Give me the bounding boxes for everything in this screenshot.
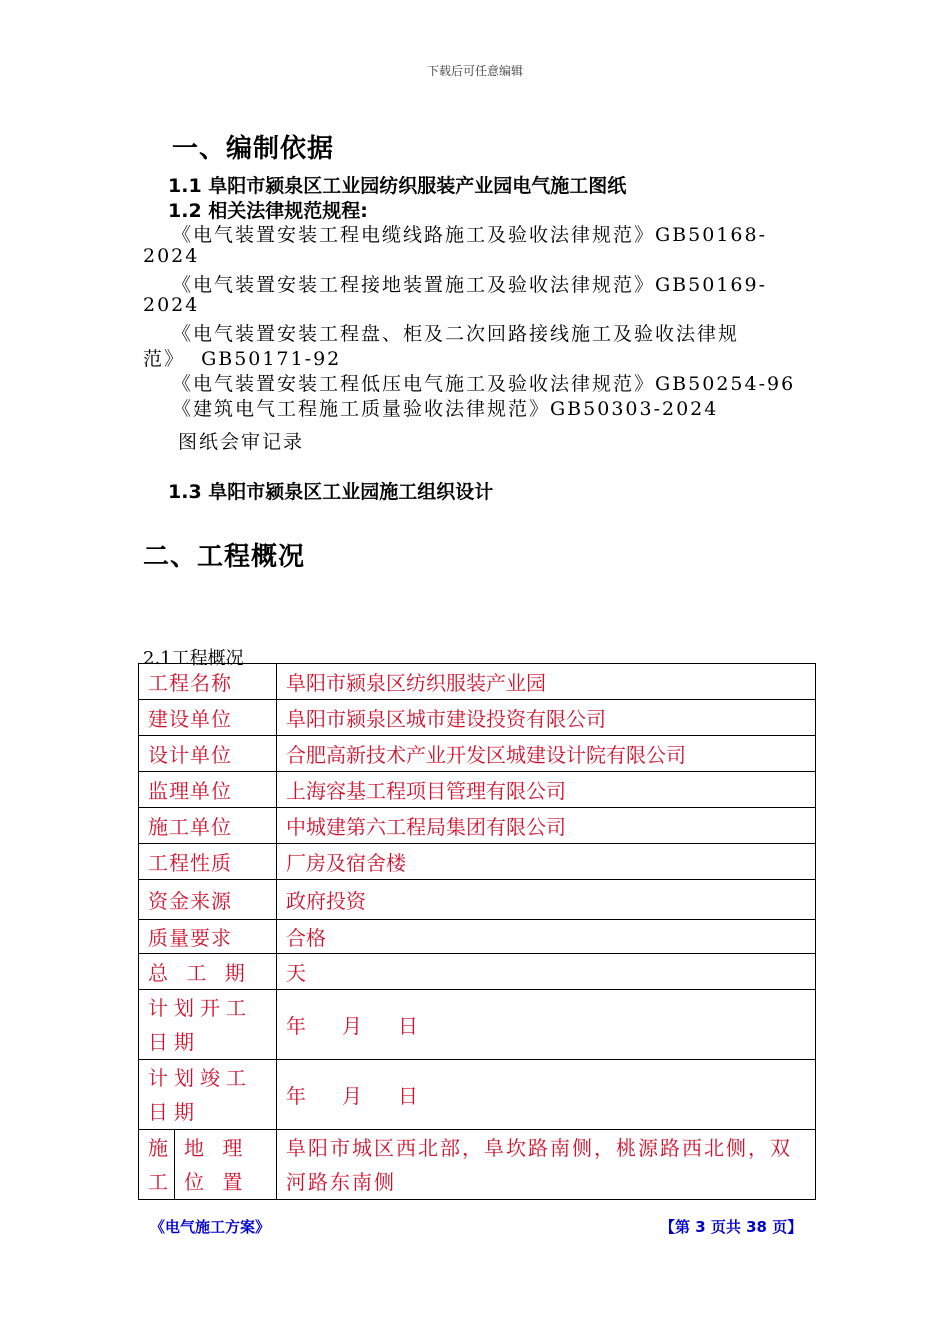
table-row	[139, 880, 816, 920]
standard-1-line2: 2024	[143, 245, 200, 267]
table-row	[139, 920, 816, 954]
standard-4: 《电气装置安装工程低压电气施工及验收法律规范》GB50254-96	[172, 373, 796, 395]
finish-month: 月	[342, 1084, 362, 1108]
row-label-contractor: 施工单位	[139, 808, 277, 844]
table-row	[139, 844, 816, 880]
row-value-site: 阜阳市城区西北部，阜坎路南侧，桃源路西北侧，双河路东南侧	[277, 1130, 816, 1200]
basis-item-1: 1.1 阜阳市颍泉区工业园纺织服装产业园电气施工图纸	[168, 175, 627, 197]
footer-page-info: 【第 3 页共 38 页】	[660, 1218, 803, 1236]
basis-item-2: 1.2 相关法律规范规程:	[168, 200, 368, 222]
row-value-funding: 政府投资	[277, 880, 816, 920]
row-value-supervisor: 上海容基工程项目管理有限公司	[277, 772, 816, 808]
table-row	[139, 772, 816, 808]
finish-day: 日	[398, 1084, 418, 1108]
row-label-finish-date: 计划竣工日期	[139, 1060, 277, 1130]
table-row	[139, 700, 816, 736]
row-label-site-a: 施工	[139, 1130, 175, 1200]
basis-item-3: 1.3 阜阳市颍泉区工业园施工组织设计	[168, 481, 494, 503]
start-year: 年	[286, 1014, 306, 1038]
row-label-nature: 工程性质	[139, 844, 277, 880]
table-row	[139, 1130, 816, 1200]
row-value-duration: 天	[277, 954, 816, 990]
table-row	[139, 736, 816, 772]
table-row	[139, 664, 816, 700]
row-value-start-date	[277, 990, 816, 1060]
start-month: 月	[342, 1014, 362, 1038]
row-label-owner: 建设单位	[139, 700, 277, 736]
footer-doc-name: 《电气施工方案》	[150, 1218, 271, 1236]
standard-1-line1: 《电气装置安装工程电缆线路施工及验收法律规范》GB50168-	[172, 224, 768, 246]
row-label-funding: 资金来源	[139, 880, 277, 920]
table-caption: 2.1工程概况	[143, 648, 244, 669]
start-day: 日	[398, 1014, 418, 1038]
standard-3-line2: 范》 GB50171-92	[143, 348, 342, 370]
row-label-project-name: 工程名称	[139, 664, 277, 700]
finish-year: 年	[286, 1084, 306, 1108]
table-row	[139, 808, 816, 844]
watermark-text: 下载后可任意编辑	[426, 64, 523, 78]
standard-2-line1: 《电气装置安装工程接地装置施工及验收法律规范》GB50169-	[172, 274, 768, 296]
row-label-designer: 设计单位	[139, 736, 277, 772]
table-row	[139, 990, 816, 1060]
standard-5: 《建筑电气工程施工质量验收法律规范》GB50303-2024	[172, 398, 719, 420]
row-label-site-b: 地 理 位 置	[175, 1130, 277, 1200]
row-label-duration: 总 工 期	[139, 954, 277, 990]
row-value-finish-date	[277, 1060, 816, 1130]
row-value-owner: 阜阳市颍泉区城市建设投资有限公司	[277, 700, 816, 736]
row-value-contractor: 中城建第六工程局集团有限公司	[277, 808, 816, 844]
row-value-designer: 合肥高新技术产业开发区城建设计院有限公司	[277, 736, 816, 772]
row-label-start-date: 计划开工日期	[139, 990, 277, 1060]
row-value-project-name: 阜阳市颍泉区纺织服装产业园	[277, 664, 816, 700]
standard-3-line1: 《电气装置安装工程盘、柜及二次回路接线施工及验收法律规	[172, 323, 740, 345]
section-1-title: 一、编制依据	[172, 134, 335, 164]
table-row	[139, 954, 816, 990]
project-overview-table	[138, 663, 816, 1200]
drawing-review-record: 图纸会审记录	[178, 431, 305, 453]
table-row	[139, 1060, 816, 1130]
row-label-supervisor: 监理单位	[139, 772, 277, 808]
standard-2-line2: 2024	[143, 294, 200, 316]
row-label-quality: 质量要求	[139, 920, 277, 954]
section-2-title: 二、工程概况	[143, 542, 306, 572]
row-value-quality: 合格	[277, 920, 816, 954]
row-value-nature: 厂房及宿舍楼	[277, 844, 816, 880]
